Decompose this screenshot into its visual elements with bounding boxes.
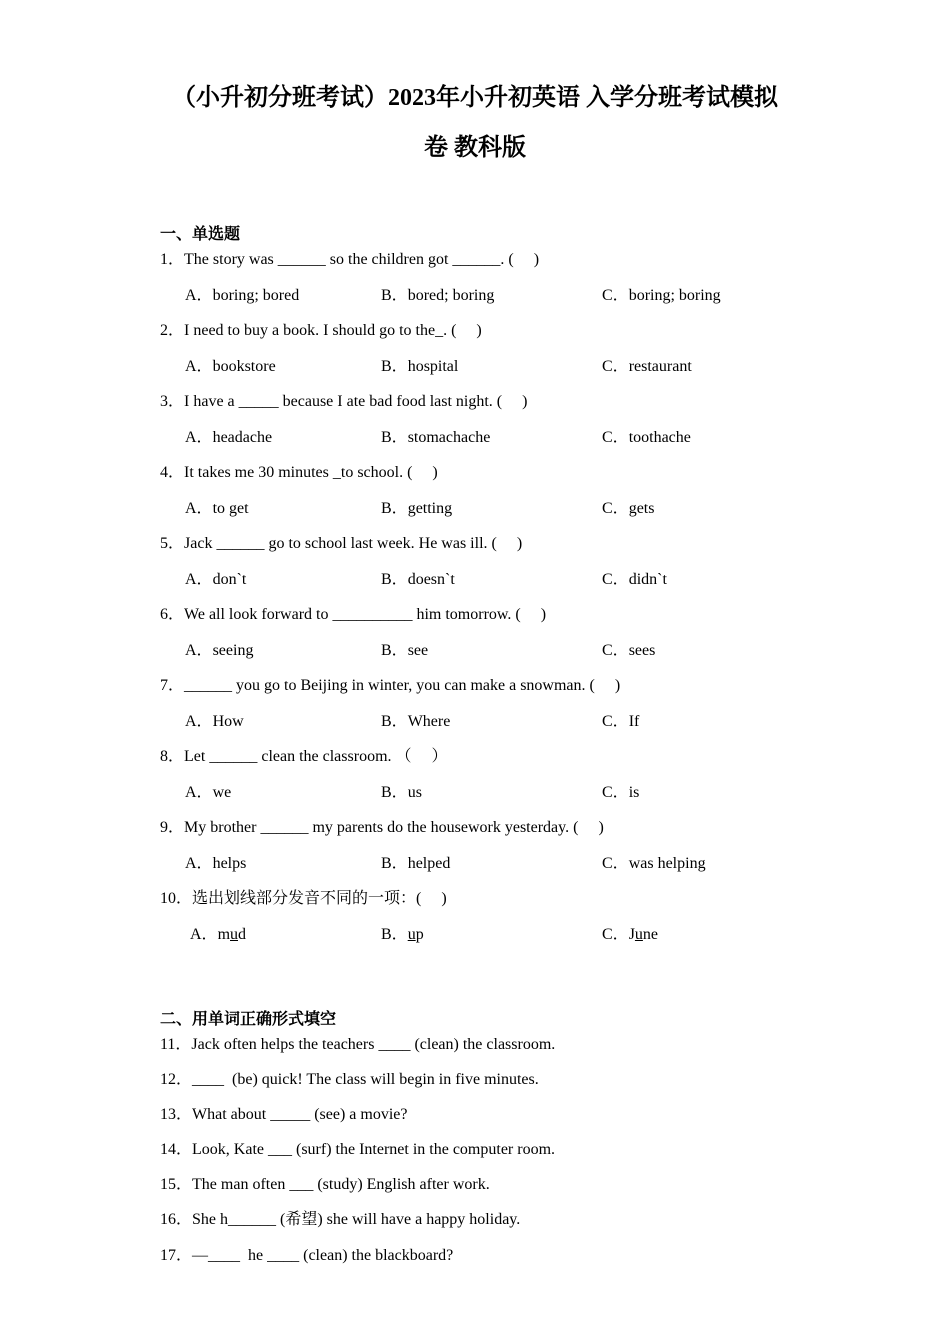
question-text: It takes me 30 minutes _to school. ( ) xyxy=(184,464,438,482)
option-b[interactable]: B．bored; boring xyxy=(381,286,495,304)
option-c[interactable]: C．was helping xyxy=(602,854,706,872)
option-b[interactable]: B．getting xyxy=(381,499,453,517)
option-b[interactable]: B．stomachache xyxy=(381,428,491,446)
option-a[interactable]: A．How xyxy=(185,712,244,730)
option-c[interactable]: C．If xyxy=(602,712,640,730)
option-a[interactable]: A．boring; bored xyxy=(185,286,300,304)
question-number: 13． xyxy=(160,1105,193,1123)
question xyxy=(0,881,950,917)
question xyxy=(0,1132,950,1167)
underlined-letter: u xyxy=(634,925,643,943)
question-text: We all look forward to __________ him tomorrow. ( ) xyxy=(184,606,547,624)
option-row xyxy=(0,562,950,598)
section-heading-single-choice: 一、单选题 xyxy=(160,226,241,243)
option-row xyxy=(0,491,950,527)
question-number: 8． xyxy=(160,748,185,766)
option-b[interactable]: B．up xyxy=(381,925,424,943)
option-row xyxy=(0,420,950,456)
question-number: 6． xyxy=(160,606,185,624)
option-a[interactable]: A．bookstore xyxy=(185,357,276,375)
option-c[interactable]: C．toothache xyxy=(602,428,691,446)
option-c[interactable]: C．gets xyxy=(602,499,655,517)
option-c[interactable]: C．June xyxy=(602,925,659,943)
question xyxy=(0,810,950,846)
question-text: 选出划线部分发音不同的一项：( ) xyxy=(192,890,447,908)
question-number: 4． xyxy=(160,464,185,482)
option-b[interactable]: B．Where xyxy=(381,712,451,730)
option-c[interactable]: C．didn`t xyxy=(602,570,667,588)
option-row xyxy=(0,846,950,882)
single-choice-questions xyxy=(0,242,950,952)
option-row xyxy=(0,278,950,314)
option-c[interactable]: C．boring; boring xyxy=(602,286,721,304)
question xyxy=(0,668,950,704)
question xyxy=(0,1167,950,1202)
question-number: 17． xyxy=(160,1246,193,1264)
option-row xyxy=(0,775,950,811)
option-c[interactable]: C．restaurant xyxy=(602,357,692,375)
question xyxy=(0,384,950,420)
option-b[interactable]: B．doesn`t xyxy=(381,570,455,588)
question-number: 15． xyxy=(160,1176,193,1194)
option-b[interactable]: B．hospital xyxy=(381,357,459,375)
question xyxy=(0,597,950,633)
question-text: I have a _____ because I ate bad food last night. ( ) xyxy=(184,393,528,411)
question xyxy=(0,455,950,491)
question xyxy=(0,526,950,562)
option-row xyxy=(0,917,950,953)
option-a[interactable]: A．we xyxy=(185,783,232,801)
question-text: The man often ___ (study) English after work. xyxy=(192,1176,490,1194)
option-row xyxy=(0,349,950,385)
question-text: The story was ______ so the children got ______. ( ) xyxy=(184,251,540,269)
section-heading-fill-in: 二、用单词正确形式填空 xyxy=(160,1011,337,1028)
option-a[interactable]: A．mud xyxy=(190,925,247,943)
question-number: 1． xyxy=(160,251,185,269)
question-number: 3． xyxy=(160,393,185,411)
question-number: 7． xyxy=(160,677,185,695)
question xyxy=(0,1097,950,1132)
option-b[interactable]: B．see xyxy=(381,641,429,659)
question-number: 10． xyxy=(160,890,193,908)
page-title xyxy=(0,73,950,173)
question-text: Jack ______ go to school last week. He was ill. ( ) xyxy=(184,535,523,553)
question-text: Jack often helps the teachers ____ (clean) the classroom. xyxy=(191,1035,556,1053)
underlined-letter: u xyxy=(230,925,239,943)
question-number: 11． xyxy=(160,1035,192,1053)
question xyxy=(0,1027,950,1062)
question xyxy=(0,1062,950,1097)
option-row xyxy=(0,704,950,740)
option-a[interactable]: A．helps xyxy=(185,854,247,872)
option-a[interactable]: A．seeing xyxy=(185,641,254,659)
question-text: ______ you go to Beijing in winter, you can make a snowman. ( ) xyxy=(184,677,621,695)
question-text: What about _____ (see) a movie? xyxy=(192,1105,408,1123)
title-line-2: 卷 教科版 xyxy=(424,135,526,161)
question-text: ____ (be) quick! The class will begin in five minutes. xyxy=(192,1070,539,1088)
question-number: 16． xyxy=(160,1211,193,1229)
question xyxy=(0,739,950,775)
question-text: —____ he ____ (clean) the blackboard? xyxy=(192,1246,454,1264)
question-text: Look, Kate ___ (surf) the Internet in the computer room. xyxy=(192,1141,556,1159)
question-text: My brother ______ my parents do the housework yesterday. ( ) xyxy=(184,819,604,837)
option-a[interactable]: A．to get xyxy=(185,499,249,517)
question-number: 12． xyxy=(160,1070,193,1088)
question xyxy=(0,313,950,349)
option-row xyxy=(0,633,950,669)
question-text: I need to buy a book. I should go to the_. ( ) xyxy=(184,322,482,340)
question-number: 14． xyxy=(160,1141,193,1159)
question xyxy=(0,1202,950,1237)
question-number: 2． xyxy=(160,322,185,340)
question-number: 9． xyxy=(160,819,185,837)
question-text: She h______ (希望) she will have a happy holiday. xyxy=(192,1211,521,1229)
option-b[interactable]: B．us xyxy=(381,783,422,801)
question xyxy=(0,1238,950,1273)
underlined-letter: u xyxy=(407,925,416,943)
question-number: 5． xyxy=(160,535,185,553)
question xyxy=(0,242,950,278)
question-text: Let ______ clean the classroom. （ ） xyxy=(184,748,448,766)
fill-in-questions xyxy=(0,1027,950,1273)
title-line-1: （小升初分班考试）2023年小升初英语 入学分班考试模拟 xyxy=(172,85,778,111)
option-c[interactable]: C．sees xyxy=(602,641,656,659)
option-a[interactable]: A．headache xyxy=(185,428,273,446)
option-c[interactable]: C．is xyxy=(602,783,640,801)
option-b[interactable]: B．helped xyxy=(381,854,451,872)
option-a[interactable]: A．don`t xyxy=(185,570,247,588)
